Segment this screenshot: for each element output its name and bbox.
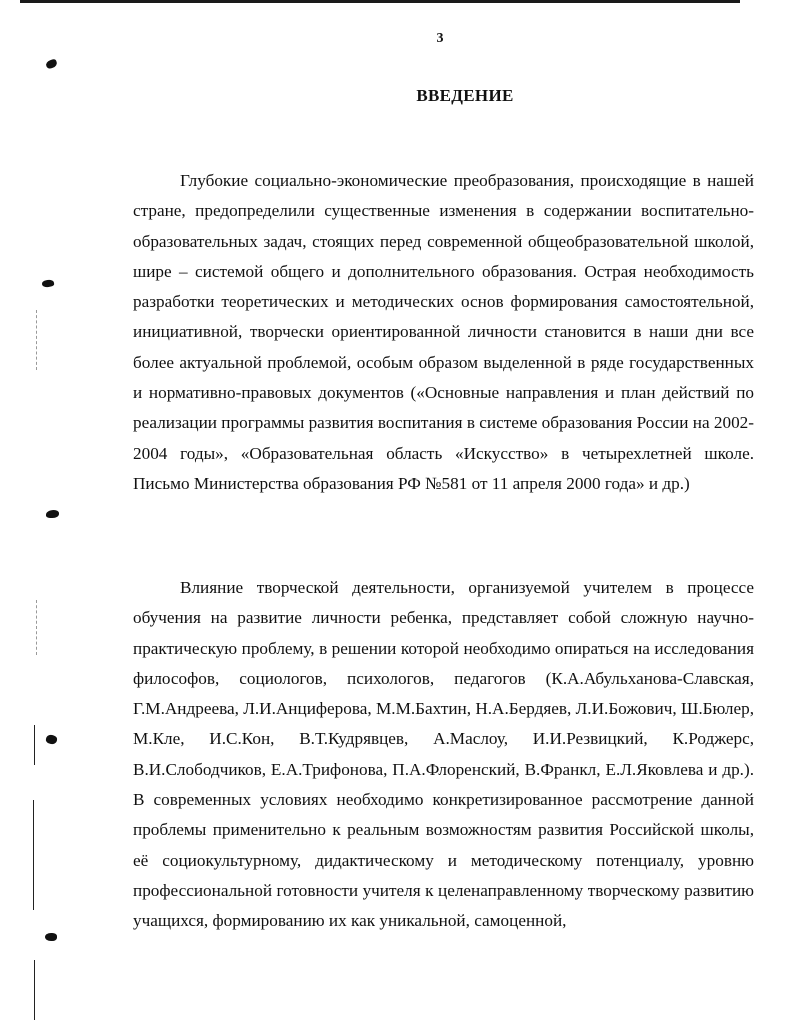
scan-margin-line-3 [34,960,35,1020]
scan-mark-2 [41,279,54,288]
page-number: 3 [436,31,444,46]
paragraph-1-text: Глубокие социально-экономические преобразования, происходящие в нашей стране, предопределили существенные изменения в содержании воспитательно-образовательных задач, стоящих перед современной общеобразовательной школой, шире – системой общего и дополнительного образования. Острая необходимость разработки теоретических и методических основ формирования самостоятельной, инициативной, творчески ориентированной личности становится в наши дни все более актуальной проблемой, особым образом выделенной в ряде государственных и нормативно-правовых документов («Основные направления и план действий по реализации программы развития воспитания в системе образования России на 2002-2004 годы», «Образовательная область «Искусство» в четырехлетней школе. Письмо Министерства образования РФ №581 от 11 апреля 2000 года» и др.) [133,171,754,493]
scan-mark-5 [45,933,57,941]
scan-top-edge [20,0,740,3]
paragraph-2 [133,573,754,937]
page-title: ВВЕДЕНИЕ [416,86,514,105]
paragraph-1 [133,166,754,499]
scan-mark-3 [46,510,59,518]
scan-margin-line-1 [34,725,35,765]
scan-mark-1 [45,58,58,69]
scan-mark-4 [45,734,58,746]
paragraph-2-text: Влияние творческой деятельности, организуемой учителем в процессе обучения на развитие личности ребенка, представляет собой сложную научно-практическую проблему, в решении которой необходимо опираться на исследования философов, социологов, психологов, педагогов (К.А.Абульханова-Славская, Г.М.Андреева, Л.И.Анциферова, М.М.Бахтин, Н.А.Бердяев, Л.И.Божович, Ш.Бюлер, М.Кле, И.С.Кон, В.Т.Кудрявцев, А.Маслоу, И.И.Резвицкий, К.Роджерс, В.И.Слободчиков, Е.А.Трифонова, П.А.Флоренский, В.Франкл, Е.Л.Яковлева и др.). В современных условиях необходимо конкретизированное рассмотрение данной проблемы применительно к реальным возможностям развития Российской школы, её социокультурному, дидактическому и методическому потенциалу, уровню профессиональной готовности учителя к целенаправленному творческому развитию учащихся, формированию их как уникальной, самоценной, [133,578,754,931]
scan-margin-line-2 [33,800,34,910]
scan-margin-dots-1 [36,310,38,370]
scan-margin-dots-2 [36,600,38,655]
